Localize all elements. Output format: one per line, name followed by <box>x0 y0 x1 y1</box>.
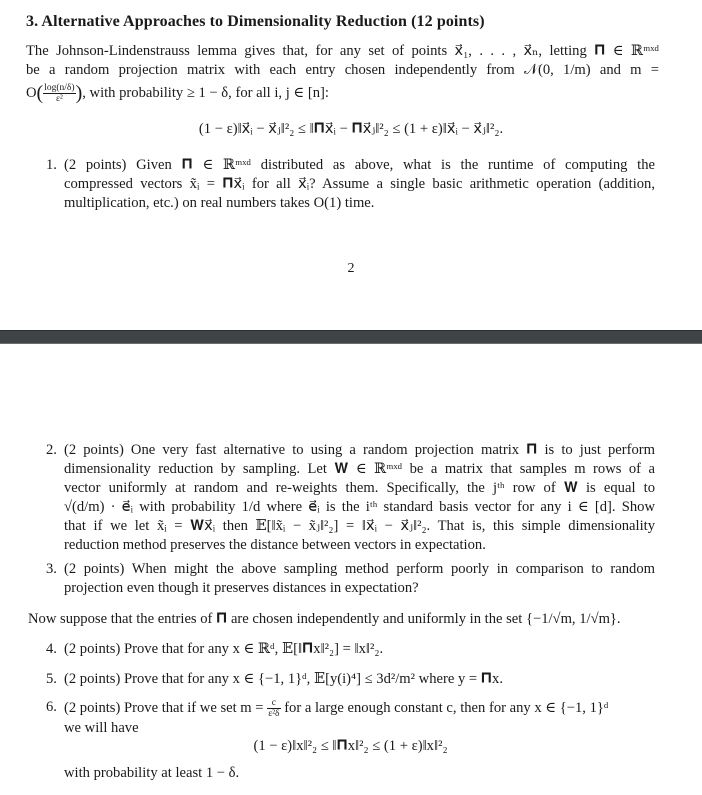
question-6-number: 6. <box>46 699 57 715</box>
question-5-number: 5. <box>46 671 57 687</box>
transition-sentence <box>28 610 668 629</box>
question-4-number: 4. <box>46 641 57 657</box>
m-fraction-denominator: ε²δ <box>268 709 280 719</box>
question-3-number: 3. <box>46 561 57 577</box>
question-3-line-1: (2 points) When might the above sampling method perform poorly in comparison to random <box>64 561 655 577</box>
question-1-line-3: multiplication, etc.) on real numbers takes O(1) time. <box>64 195 375 211</box>
question-2-line-5: that if we let x̃ᵢ = 𝐖x⃗ᵢ then 𝔼[‖x̃ᵢ − x̃ⱼ‖²₂] = ‖x⃗ᵢ − x⃗ⱼ‖²₂. That is, this simple dimensionality <box>64 518 655 534</box>
question-3-text <box>64 560 655 598</box>
log-fraction-numerator: log(n/δ) <box>44 83 75 93</box>
m-fraction <box>267 698 280 719</box>
intro-line-3: O( $\frac{\log(n/\delta)}{\text{ε²}}$ ), with probability ≥ 1 − δ, for all i, j ∈ [n]: <box>26 82 329 104</box>
question-5-text: (2 points) Prove that for any x ∈ {−1, 1}ᵈ, 𝔼[y(i)⁴] ≤ 3d²/m² where y = 𝚷x. <box>64 671 503 687</box>
question-1-line-2: compressed vectors x̃ᵢ = 𝚷x⃗ᵢ for all x⃗ᵢ? Assume a single basic arithmetic operation (addition, <box>64 176 655 192</box>
question-6-line-2: we will have <box>64 720 139 736</box>
big-o: O <box>26 84 37 101</box>
log-fraction <box>43 83 75 104</box>
intro-line-3-suffix: , with probability ≥ 1 − δ, for all i, j ∈ [n]: <box>82 84 329 101</box>
intro-paragraph <box>26 42 659 104</box>
question-2-line-6: reduction method preserves the distance between vectors in expectation. <box>64 537 486 553</box>
question-6-line-1 <box>64 698 655 719</box>
page-divider <box>0 330 702 344</box>
intro-line-2: be a random projection matrix with each entry chosen independently from 𝒩(0, 1/m) and m = <box>26 62 659 78</box>
question-1-number: 1. <box>46 157 57 173</box>
page-number: 2 <box>347 261 355 276</box>
intro-line-1: The Johnson-Lindenstrauss lemma gives that, for any set of points x⃗₁, . . . , x⃗ₙ, letting 𝚷 ∈ ℝᵐˣᵈ <box>26 43 659 59</box>
question-3-line-2: projection even though it preserves distances in expectation? <box>64 580 419 596</box>
question-6-line-1-prefix: (2 points) Prove that if we set m = <box>64 699 264 716</box>
question-2-line-2: dimensionality reduction by sampling. Let 𝐖 ∈ ℝᵐˣᵈ be a matrix that samples m rows of a <box>64 461 655 477</box>
page-1 <box>0 0 702 330</box>
question-6-inequality: (1 − ε)‖x‖²₂ ≤ ‖𝚷x‖²₂ ≤ (1 + ε)‖x‖²₂ <box>253 738 448 754</box>
question-6-text <box>64 698 655 738</box>
question-2-number: 2. <box>46 442 57 458</box>
question-6-line-1-suffix: for a large enough constant c, then for any x ∈ {−1, 1}ᵈ <box>284 699 609 716</box>
problem-heading: 3. Alternative Approaches to Dimensionality Reduction (12 points) <box>26 13 485 30</box>
question-4-text: (2 points) Prove that for any x ∈ ℝᵈ, 𝔼[‖𝚷x‖²₂] = ‖x‖²₂. <box>64 641 384 657</box>
transition-text: Now suppose that the entries of 𝚷 are chosen independently and uniformly in the set {−1/√m, 1/√m}. <box>28 611 621 627</box>
question-1-line-1: (2 points) Given 𝚷 ∈ ℝᵐˣᵈ distributed as above, what is the runtime of computing the <box>64 157 655 173</box>
log-fraction-denominator: ε² <box>55 94 63 104</box>
m-fraction-numerator: c <box>267 698 280 709</box>
question-2-line-3: vector uniformly at random and re-weights them. Specifically, the jᵗʰ row of 𝐖 is equal to <box>64 480 655 496</box>
question-2-text <box>64 441 655 555</box>
page-2 <box>0 344 702 795</box>
question-6-line-3: with probability at least 1 − δ. <box>64 765 240 781</box>
jl-inequality: (1 − ε)‖x⃗ᵢ − x⃗ⱼ‖²₂ ≤ ‖𝚷x⃗ᵢ − 𝚷x⃗ⱼ‖²₂ ≤ (1 + ε)‖x⃗ᵢ − x⃗ⱼ‖²₂. <box>198 121 504 137</box>
question-2-line-4: √(d/m) · e⃗ᵢ with probability 1/d where e⃗ᵢ is the iᵗʰ standard basis vector for any i ∈ [d]. Show <box>64 499 655 515</box>
question-1-text <box>64 156 655 213</box>
question-2-line-1: (2 points) One very fast alternative to using a random projection matrix 𝚷 is to just perform <box>64 442 655 458</box>
